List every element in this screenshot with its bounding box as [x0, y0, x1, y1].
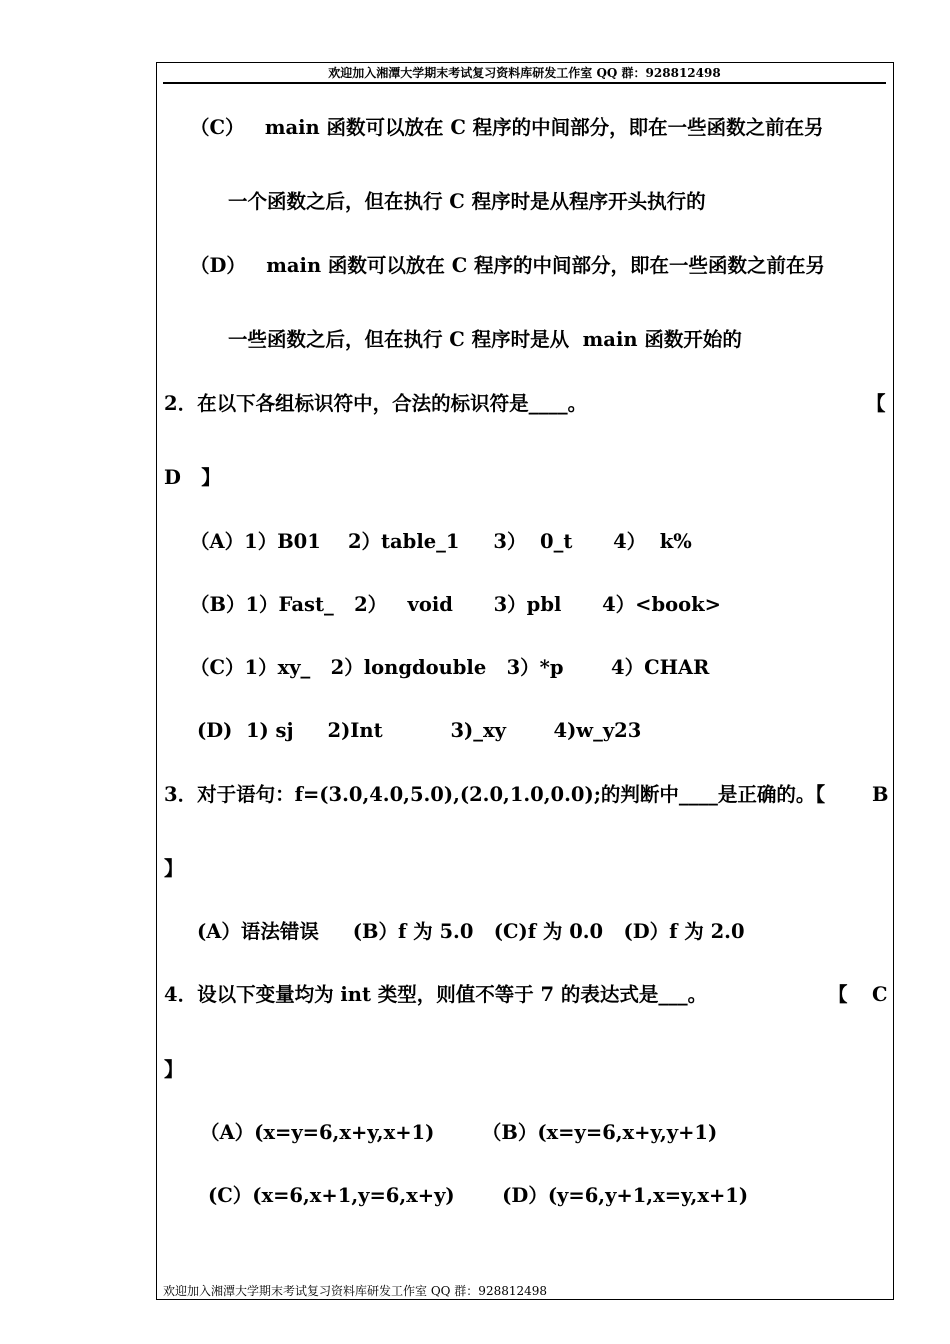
page-frame	[156, 62, 894, 1300]
q3-options: (A）语法错误 (B）f 为 5.0 (C)f 为 0.0 (D）f 为 2.0	[197, 920, 745, 943]
q4-bracket-close: 】	[164, 1058, 184, 1081]
header-rule	[163, 82, 886, 84]
q2-option-d: (D) 1) sj 2)Int 3)_xy 4)w_y23	[197, 719, 642, 742]
q1-option-d-line1: （D） main 函数可以放在 C 程序的中间部分，即在一些函数之前在另	[190, 254, 826, 277]
q3-stem: 3．对于语句：f=(3.0,4.0,5.0),(2.0,1.0,0.0);的判断中____是正确的。【	[164, 783, 826, 806]
q1-option-c-line2: 一个函数之后，但在执行 C 程序时是从程序开头执行的	[228, 190, 706, 213]
q1-option-d-line2: 一些函数之后，但在执行 C 程序时是从 main 函数开始的	[228, 328, 742, 351]
q4-options-ab: （A）(x=y=6,x+y,x+1) （B）(x=y=6,x+y,y+1)	[200, 1121, 718, 1144]
q3-bracket-close: 】	[164, 857, 184, 880]
q4-options-cd: (C）(x=6,x+1,y=6,x+y) (D）(y=6,y+1,x=y,x+1)	[208, 1184, 749, 1207]
q4-answer-letter: C	[872, 983, 888, 1006]
q2-option-a: （A）1）B01 2）table_1 3） 0_t 4） k%	[190, 530, 692, 553]
q2-bracket-open: 【	[866, 392, 886, 415]
q2-option-c: （C）1）xy_ 2）longdouble 3）*p 4）CHAR	[190, 656, 710, 679]
q2-answer: D 】	[164, 466, 221, 489]
q4-stem: 4．设以下变量均为 int 类型，则值不等于 7 的表达式是___。	[164, 983, 708, 1006]
page-footer: 欢迎加入湘潭大学期末考试复习资料库研发工作室 QQ 群：928812498	[163, 1284, 548, 1298]
q3-answer-letter: B	[872, 783, 889, 806]
q2-option-b: （B）1）Fast_ 2） void 3）pbl 4）<book>	[190, 593, 721, 616]
q1-option-c-line1: （C） main 函数可以放在 C 程序的中间部分，即在一些函数之前在另	[190, 116, 824, 139]
q4-bracket-open: 【	[828, 983, 848, 1006]
page-header: 欢迎加入湘潭大学期末考试复习资料库研发工作室 QQ 群：928812498	[328, 66, 721, 80]
q2-stem: 2．在以下各组标识符中，合法的标识符是____。	[164, 392, 588, 415]
